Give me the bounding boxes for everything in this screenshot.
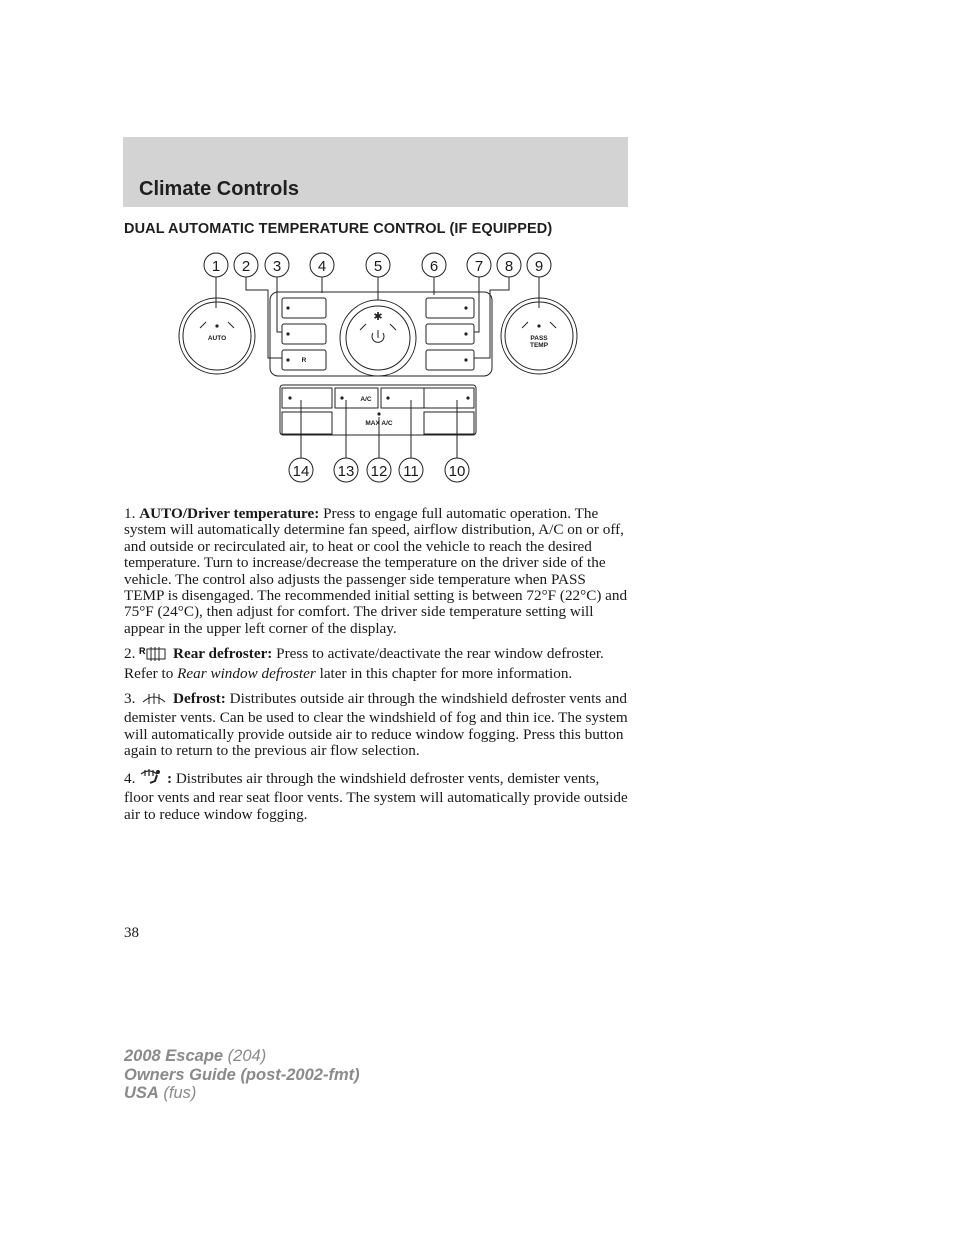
item-2-text-italic: Rear window defroster bbox=[177, 664, 316, 682]
item-2-text-a: Press to activate/deactivate the rear window defroster. Refer to bbox=[124, 645, 604, 682]
item-3-number: 3. bbox=[124, 690, 136, 708]
footer-model-code: (204) bbox=[223, 1047, 267, 1065]
item-2-title: Rear defroster: bbox=[172, 645, 273, 663]
callout-6: 6 bbox=[429, 258, 439, 275]
temp-label: TEMP bbox=[529, 342, 549, 349]
item-3-title: Defrost: bbox=[172, 690, 226, 708]
callout-10: 10 bbox=[448, 463, 466, 480]
pass-label: PASS bbox=[530, 335, 548, 342]
callout-11: 11 bbox=[403, 463, 419, 480]
callout-2: 2 bbox=[241, 258, 251, 275]
item-1-text: Press to engage full automatic operation. The system will automatically determine fan speed, airflow distribution, A/C on or off, and outside or recirculated air, to heat or cool the vehicle to reach the desired temperature. Turn to increase/decrease the temperature on the driver side of the vehicle. The control also adjusts the passenger side temperature when PASS TEMP is disengaged. The recommended initial setting is between 72°F (22°C) and 75°F (24°C), then adjust for comfort. The driver side temperature setting will appear in the upper left corner of the display. bbox=[124, 505, 628, 637]
footer-line-1 bbox=[124, 1047, 360, 1066]
footer-line-3 bbox=[124, 1084, 360, 1103]
climate-control-diagram bbox=[170, 248, 590, 493]
item-4 bbox=[124, 768, 628, 823]
item-2 bbox=[124, 645, 628, 682]
footer-line-2 bbox=[124, 1066, 360, 1085]
svg-text:✱: ✱ bbox=[373, 311, 383, 323]
callout-1: 1 bbox=[211, 258, 221, 275]
item-1 bbox=[124, 506, 628, 637]
item-1-title: AUTO/Driver temperature: bbox=[139, 505, 320, 522]
footer-guide: Owners Guide (post-2002-fmt) bbox=[124, 1065, 360, 1084]
item-4-title: : bbox=[166, 769, 173, 787]
climate-panel-illustration bbox=[170, 248, 590, 493]
callout-13: 13 bbox=[337, 463, 355, 480]
body-text bbox=[124, 506, 628, 831]
callout-9: 9 bbox=[534, 258, 544, 275]
defrost-icon bbox=[139, 690, 169, 710]
item-2-text-b: later in this chapter for more information. bbox=[315, 664, 573, 682]
item-3 bbox=[124, 690, 628, 760]
section-heading: DUAL AUTOMATIC TEMPERATURE CONTROL (IF EQUIPPED) bbox=[124, 221, 553, 237]
header-band bbox=[123, 137, 628, 207]
footer-model: 2008 Escape bbox=[124, 1047, 224, 1065]
item-3-text: Distributes outside air through the windshield defroster vents and demister vents. Can be used to clear the windshield of fog and thin ice. The system will automatically provide outside air to reduce window fogging. Press this button again to return to the previous air flow selection. bbox=[124, 690, 628, 760]
callout-3: 3 bbox=[272, 258, 282, 275]
footer bbox=[124, 1047, 360, 1103]
rear-defrost-icon bbox=[139, 645, 169, 665]
callout-12: 12 bbox=[370, 463, 388, 480]
page-title: Climate Controls bbox=[139, 178, 300, 200]
callout-8: 8 bbox=[504, 258, 514, 275]
page-number: 38 bbox=[124, 925, 139, 941]
item-4-number: 4. bbox=[124, 769, 136, 787]
rear-r-label: R bbox=[301, 357, 307, 364]
callout-4: 4 bbox=[317, 258, 327, 275]
callout-7: 7 bbox=[474, 258, 484, 275]
footer-market: USA bbox=[124, 1084, 159, 1102]
defrost-floor-icon bbox=[139, 768, 163, 790]
item-4-text: Distributes air through the windshield defroster vents, demister vents, floor vents and rear seat floor vents. The system will automatically provide outside air to reduce window fogging. bbox=[124, 769, 628, 823]
auto-label: AUTO bbox=[207, 335, 227, 342]
item-1-number: 1. bbox=[124, 505, 136, 522]
callout-5: 5 bbox=[373, 258, 383, 275]
callout-14: 14 bbox=[292, 463, 310, 480]
svg-text:R: R bbox=[139, 646, 146, 657]
footer-market-code: (fus) bbox=[158, 1084, 197, 1102]
ac-label: A/C bbox=[360, 396, 372, 403]
item-2-number: 2. bbox=[124, 645, 136, 663]
max-ac-label: MAX A/C bbox=[365, 420, 393, 427]
